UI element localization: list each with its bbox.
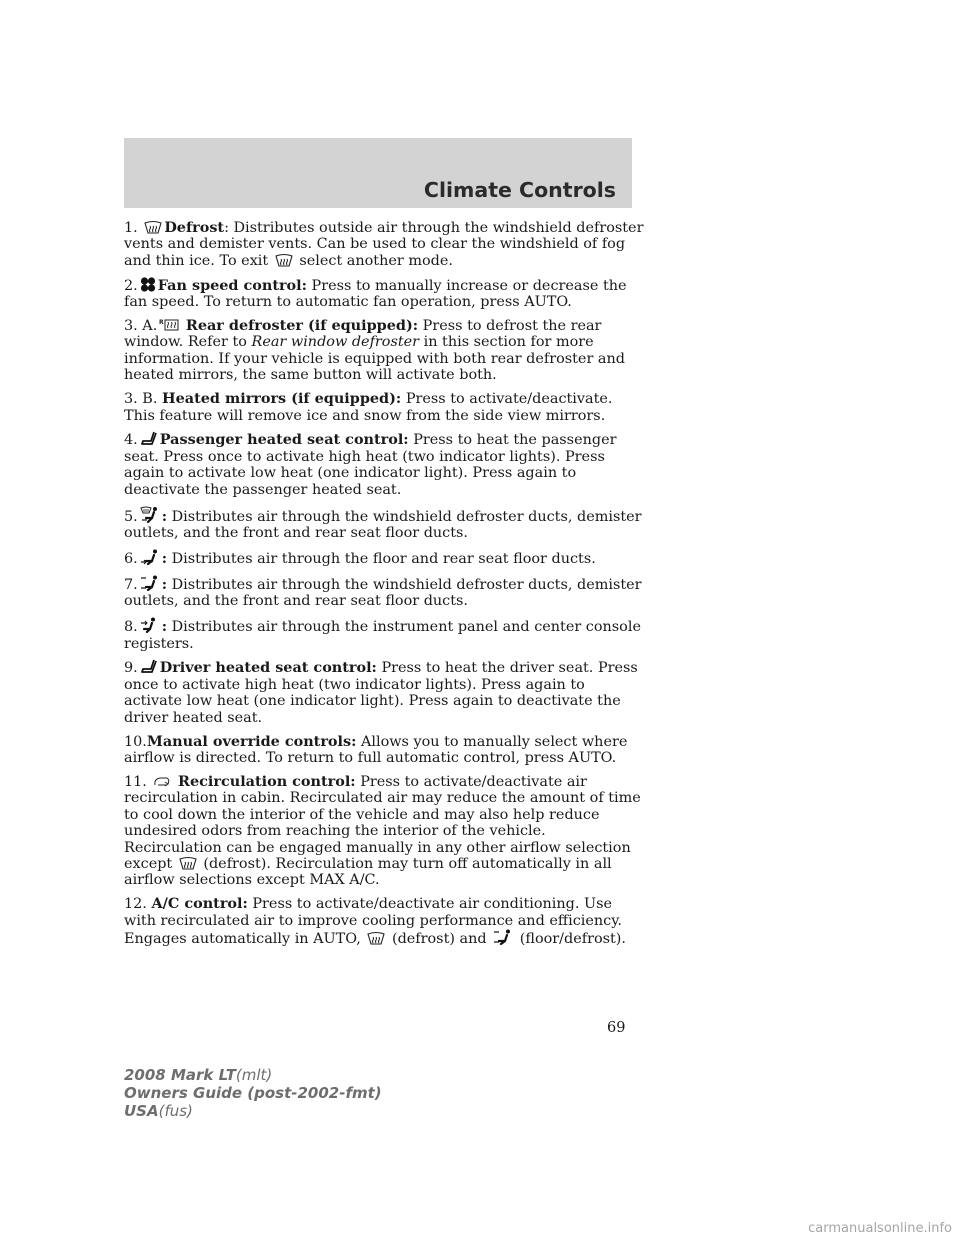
item-11 [124, 774, 644, 889]
item-title: Heated mirrors (if equipped): [162, 390, 402, 408]
item-title: A/C control: [151, 895, 248, 913]
item-9 [124, 659, 644, 726]
content-body [124, 220, 644, 955]
footer-guide: Owners Guide (post-2002-fmt) [124, 1084, 382, 1102]
item-text: : Distributes outside air through the windshield defroster vents and demister vents. Can be used to clear the windshield of fog and thin ice. To exit [124, 220, 644, 269]
item-colon: : [161, 549, 168, 567]
item-number: 9. [124, 660, 138, 677]
item-4 [124, 431, 644, 498]
item-colon: : [161, 618, 168, 636]
item-title: Driver heated seat control: [159, 659, 377, 677]
footer-line-3 [124, 1102, 382, 1120]
item-title: Manual override controls: [146, 732, 357, 750]
item-number: 1. [124, 220, 138, 236]
item-number: 8. [124, 619, 138, 636]
item-number: 7. [124, 576, 138, 593]
item-6 [124, 549, 644, 567]
item-colon: : [161, 507, 168, 525]
document-footer [124, 1066, 382, 1120]
item-number: 11. [124, 773, 147, 790]
windshield-defrost-icon [179, 856, 197, 870]
windshield-defrost-icon [275, 253, 293, 267]
item-5 [124, 506, 644, 542]
page-number: 69 [607, 1020, 626, 1036]
item-text: Allows you to manually select where airflow is directed. To return to full automatic control, press AUTO. [124, 733, 628, 766]
floor-defrost-icon [140, 575, 160, 591]
item-text: Press to heat the passenger seat. Press once to activate high heat (two indicator lights). Press again to activate low heat (one indicator light). Press again to deactivate the passenger heated seat. [124, 432, 617, 498]
item-text: Press to activate/deactivate. This feature will remove ice and snow from the side view mirrors. [124, 391, 613, 424]
item-text: (floor/defrost). [519, 931, 626, 948]
floor-defrost-icon [140, 506, 160, 523]
item-text: Distributes air through the windshield defroster ducts, demister outlets, and the front and rear seat floor ducts. [124, 508, 642, 541]
item-8 [124, 617, 644, 652]
item-number: 12. [124, 896, 147, 913]
item-text: Press to manually increase or decrease the fan speed. To return to automatic fan operation, press AUTO. [124, 277, 627, 311]
section-title: Climate Controls [423, 178, 616, 202]
item-number: 3. B. [124, 391, 158, 408]
item-3b [124, 391, 644, 424]
item-title: Recirculation control: [178, 772, 356, 790]
item-text: Distributes air through the windshield defroster ducts, demister outlets, and the front and rear seat floor ducts. [124, 576, 642, 610]
footer-market: USA [124, 1102, 159, 1120]
item-text: Press to activate/deactivate air conditioning. Use with recirculated air to improve cooling performance and efficiency. Engages automatically in AUTO, [124, 896, 623, 948]
footer-line-2 [124, 1084, 382, 1102]
item-text: Press to heat the driver seat. Press once to activate high heat (two indicator lights). Press again to activate low heat (one indicator light). Press again to deactivate the driver heated seat. [124, 660, 638, 726]
recirculation-icon [153, 776, 171, 788]
item-number: 4. [124, 432, 138, 449]
svg-text:R: R [159, 319, 164, 327]
item-7 [124, 575, 644, 610]
item-number: 2. [124, 277, 138, 294]
item-title: Fan speed control: [157, 276, 307, 294]
fan-icon [140, 277, 156, 292]
item-text: Distributes air through the instrument panel and center console registers. [124, 619, 641, 652]
item-3a [124, 318, 644, 384]
item-title: Defrost [164, 219, 225, 236]
floor-icon [140, 549, 160, 565]
item-number: 10. [124, 733, 147, 750]
item-text: (defrost) and [391, 931, 487, 948]
footer-line-1 [124, 1066, 382, 1084]
watermark: carmanualsonline.info [808, 1221, 952, 1236]
footer-model-code: (mlt) [235, 1066, 273, 1084]
item-10 [124, 734, 644, 767]
footer-market-code: (fus) [158, 1102, 193, 1120]
item-1 [124, 220, 644, 269]
item-text: in this section for more information. If your vehicle is equipped with both rear defroster and heated mirrors, the same button will activate both. [124, 334, 625, 384]
cross-reference: Rear window defroster [251, 334, 420, 351]
panel-vent-icon [140, 617, 160, 633]
item-text: select another mode. [299, 252, 453, 269]
item-colon: : [161, 575, 168, 593]
item-text: Distributes air through the floor and rear seat floor ducts. [171, 550, 596, 567]
section-header [124, 138, 632, 208]
windshield-defrost-icon [367, 931, 385, 945]
item-text: (defrost). Recirculation may turn off automatically in all airflow selections except MAX A/C. [124, 855, 612, 889]
item-number: 6. [124, 550, 138, 567]
item-title: Passenger heated seat control: [159, 431, 409, 449]
item-number: 5. [124, 508, 138, 525]
footer-model: 2008 Mark LT [124, 1066, 236, 1084]
rear-defrost-icon [159, 318, 179, 332]
windshield-defrost-icon [144, 220, 162, 234]
item-text: Press to activate/deactivate air recirculation in cabin. Recirculated air may reduce the amount of time to cool down the interior of the vehicle and may also help reduce undesired odors from reaching the interior of the vehicle. Recirculation can be engaged manually in any other airflow selection except [124, 773, 641, 872]
item-2 [124, 277, 644, 311]
floor-defrost-icon [493, 929, 513, 945]
item-number: 3. A. [124, 318, 158, 335]
heated-seat-icon [140, 431, 158, 446]
item-12 [124, 896, 644, 947]
item-text: Press to defrost the rear window. Refer to [124, 318, 602, 351]
item-title: Rear defroster (if equipped): [185, 317, 419, 335]
heated-seat-icon [140, 659, 158, 674]
